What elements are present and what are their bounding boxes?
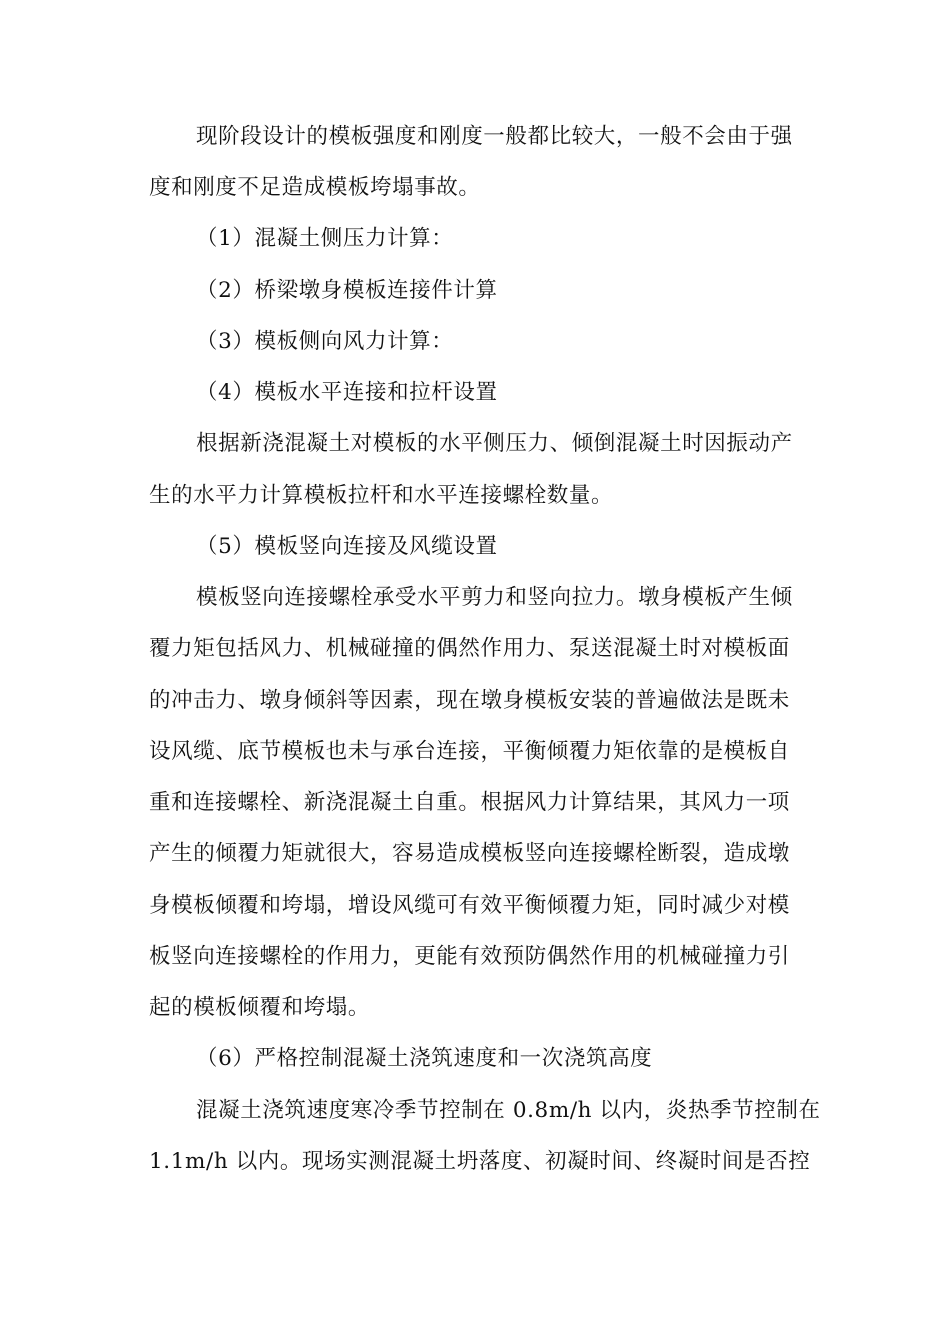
paragraph-line: 重和连接螺栓、新浇混凝土自重。根据风力计算结果，其风力一项 [149,790,790,815]
heading-line: （5）模板竖向连接及风缆设置 [196,534,498,559]
heading-line: （6）严格控制混凝土浇筑速度和一次浇筑高度 [196,1046,653,1071]
paragraph-line: 产生的倾覆力矩就很大，容易造成模板竖向连接螺栓断裂，造成墩 [149,841,790,866]
paragraph-line: 身模板倾覆和垮塌，增设风缆可有效平衡倾覆力矩，同时减少对模 [149,893,790,918]
heading-line: （3）模板侧向风力计算： [196,329,454,354]
paragraph-line: 生的水平力计算模板拉杆和水平连接螺栓数量。 [149,483,614,508]
paragraph-line: 的冲击力、墩身倾斜等因素，现在墩身模板安装的普遍做法是既未 [149,688,790,713]
paragraph-line: 板竖向连接螺栓的作用力，更能有效预防偶然作用的机械碰撞力引 [149,944,790,969]
heading-line: （2）桥梁墩身模板连接件计算 [196,278,498,303]
paragraph-line: 度和刚度不足造成模板垮塌事故。 [149,175,481,200]
paragraph-line: 根据新浇混凝土对模板的水平侧压力、倾倒混凝土时因振动产 [196,431,793,456]
heading-line: （4）模板水平连接和拉杆设置 [196,380,498,405]
paragraph-line: 设风缆、底节模板也未与承台连接，平衡倾覆力矩依靠的是模板自 [149,739,790,764]
paragraph-line: 模板竖向连接螺栓承受水平剪力和竖向拉力。墩身模板产生倾 [196,585,793,610]
paragraph-line: 覆力矩包括风力、机械碰撞的偶然作用力、泵送混凝土时对模板面 [149,636,790,661]
paragraph-line: 1.1m/h 以内。现场实测混凝土坍落度、初凝时间、终凝时间是否控 [149,1149,811,1174]
paragraph-line: 现阶段设计的模板强度和刚度一般都比较大，一般不会由于强 [196,124,793,149]
paragraph-line: 起的模板倾覆和垮塌。 [149,995,371,1020]
paragraph-line: 混凝土浇筑速度寒冷季节控制在 0.8m/h 以内，炎热季节控制在 [196,1098,821,1123]
heading-line: （1）混凝土侧压力计算： [196,226,454,251]
